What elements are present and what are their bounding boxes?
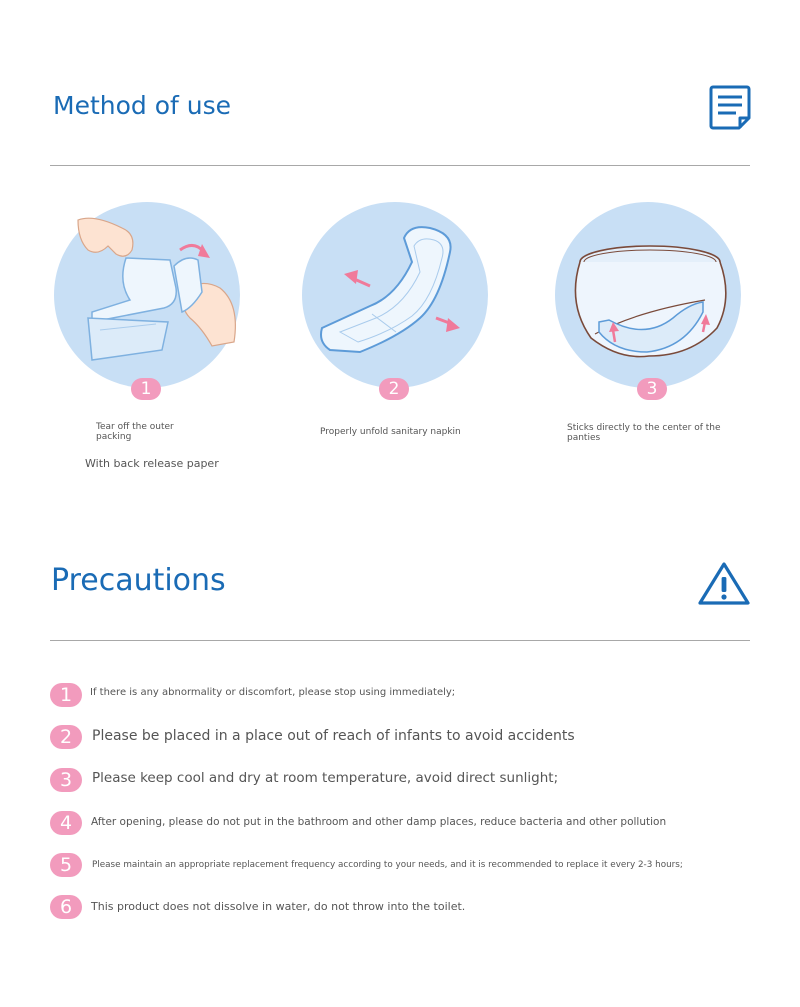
step-3-badge: 3: [637, 378, 667, 400]
step-3-illustration: [553, 200, 745, 392]
step-2-caption: [320, 427, 461, 437]
precautions-divider: [50, 640, 750, 641]
step-3-caption-line2: panties: [567, 433, 601, 443]
precaution-5-text: Please maintain an appropriate replacement frequency according to your needs, and it is recommended to replace it every 2-3 hours;: [92, 860, 683, 870]
step-3-caption-line1: Sticks directly to the center of the: [567, 423, 721, 433]
precaution-6-text: This product does not dissolve in water, do not throw into the toilet.: [91, 900, 466, 913]
precaution-6-badge: 6: [50, 895, 82, 919]
step-3-caption: [567, 423, 721, 443]
step-1-badge: 1: [131, 378, 161, 400]
step-2-caption-line1: Properly unfold sanitary napkin: [320, 427, 461, 437]
document-icon: [709, 84, 753, 132]
step-2-illustration: [300, 200, 492, 392]
precaution-4-text: After opening, please do not put in the bathroom and other damp places, reduce bacteria and other pollution: [91, 816, 667, 828]
method-divider: [50, 165, 750, 166]
step-2-badge: 2: [379, 378, 409, 400]
step-1-caption: [96, 422, 174, 442]
step-1-illustration: [52, 200, 244, 392]
precaution-3-badge: 3: [50, 768, 82, 792]
precaution-2-badge: 2: [50, 725, 82, 749]
precaution-4-badge: 4: [50, 811, 82, 835]
precaution-3-text: Please keep cool and dry at room temperature, avoid direct sunlight;: [92, 770, 559, 786]
step-1-caption-line1: Tear off the outer: [96, 422, 174, 432]
step-1-caption-line2: packing: [96, 432, 132, 442]
precaution-1-text: If there is any abnormality or discomfort, please stop using immediately;: [90, 687, 456, 698]
precaution-1-badge: 1: [50, 683, 82, 707]
precaution-5-badge: 5: [50, 853, 82, 877]
warning-icon: [697, 560, 751, 606]
release-paper-caption: With back release paper: [85, 457, 219, 470]
precaution-2-text: Please be placed in a place out of reach of infants to avoid accidents: [92, 728, 575, 744]
precautions-title: Precautions: [51, 563, 226, 598]
method-title: Method of use: [53, 91, 232, 120]
